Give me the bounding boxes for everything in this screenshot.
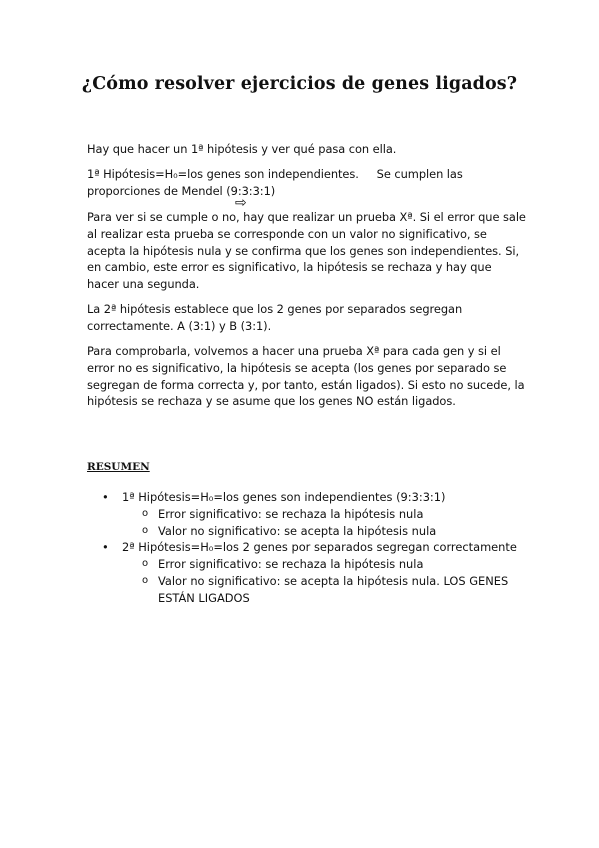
- bullet-icon: •: [102, 490, 109, 504]
- circle-bullet-icon: o: [142, 574, 149, 586]
- summary-item-2: [87, 539, 527, 606]
- summary-item-2-text: 2ª Hipótesis=H₀=los 2 genes por separados segregan correctamente: [122, 540, 517, 555]
- circle-bullet-icon: o: [142, 507, 149, 519]
- summary-subitem-text: Valor no significativo: se acepta la hipótesis nula. LOS GENES ESTÁN LIGADOS: [158, 573, 509, 605]
- paragraph-hypothesis-1: [87, 166, 527, 200]
- summary-heading: RESUMEN: [87, 461, 150, 473]
- summary-item-1: [87, 489, 527, 539]
- paragraph-hypothesis-2: La 2ª hipótesis establece que los 2 genes por separados segregan correctamente. A (3:1) y B (3:1).: [87, 302, 463, 333]
- circle-bullet-icon: o: [142, 524, 149, 536]
- summary-subitem: [122, 556, 527, 573]
- summary-subitem: [122, 573, 527, 607]
- summary-subitem: [122, 523, 527, 540]
- circle-bullet-icon: o: [142, 558, 149, 570]
- paragraph-test-explanation: Para ver si se cumple o no, hay que realizar un prueba Xª. Si el error que sale al realizar esta prueba se corresponde con un valor no significativo, se acepta la hipótesis nula y se confirma que los genes son independientes. Si, en cambio, este error es significativo, la hipótesis se rechaza y hay que hacer una segunda.: [87, 210, 526, 292]
- paragraph-verification: Para comprobarla, volvemos a hacer una prueba Xª para cada gen y si el error no es significativo, la hipótesis se acepta (los genes por separado se segregan de forma correcta y, por tanto, están ligados). Si esto no sucede, la hipótesis se rechaza y se asume que los genes NO están ligados.: [87, 344, 525, 409]
- summary-item-1-text: 1ª Hipótesis=H₀=los genes son independientes (9:3:3:1): [122, 490, 446, 504]
- bullet-icon: •: [102, 540, 109, 555]
- right-arrow-icon: ⇨: [235, 195, 247, 211]
- summary-list: [87, 489, 527, 607]
- hypothesis-1-line-1: 1ª Hipótesis=H₀=los genes son independientes. Se cumplen las: [87, 167, 463, 181]
- document-title: ¿Cómo resolver ejercicios de genes ligados?: [81, 74, 518, 94]
- hypothesis-1-line-2: proporciones de Mendel (9:3:3:1): [87, 183, 276, 198]
- summary-subitem-text: Error significativo: se rechaza la hipótesis nula: [158, 557, 424, 572]
- summary-subitem: [122, 506, 527, 523]
- summary-subitem-text: Valor no significativo: se acepta la hipótesis nula: [158, 523, 437, 538]
- paragraph-intro: Hay que hacer un 1ª hipótesis y ver qué pasa con ella.: [87, 142, 397, 156]
- summary-subitem-text: Error significativo: se rechaza la hipótesis nula: [158, 506, 424, 521]
